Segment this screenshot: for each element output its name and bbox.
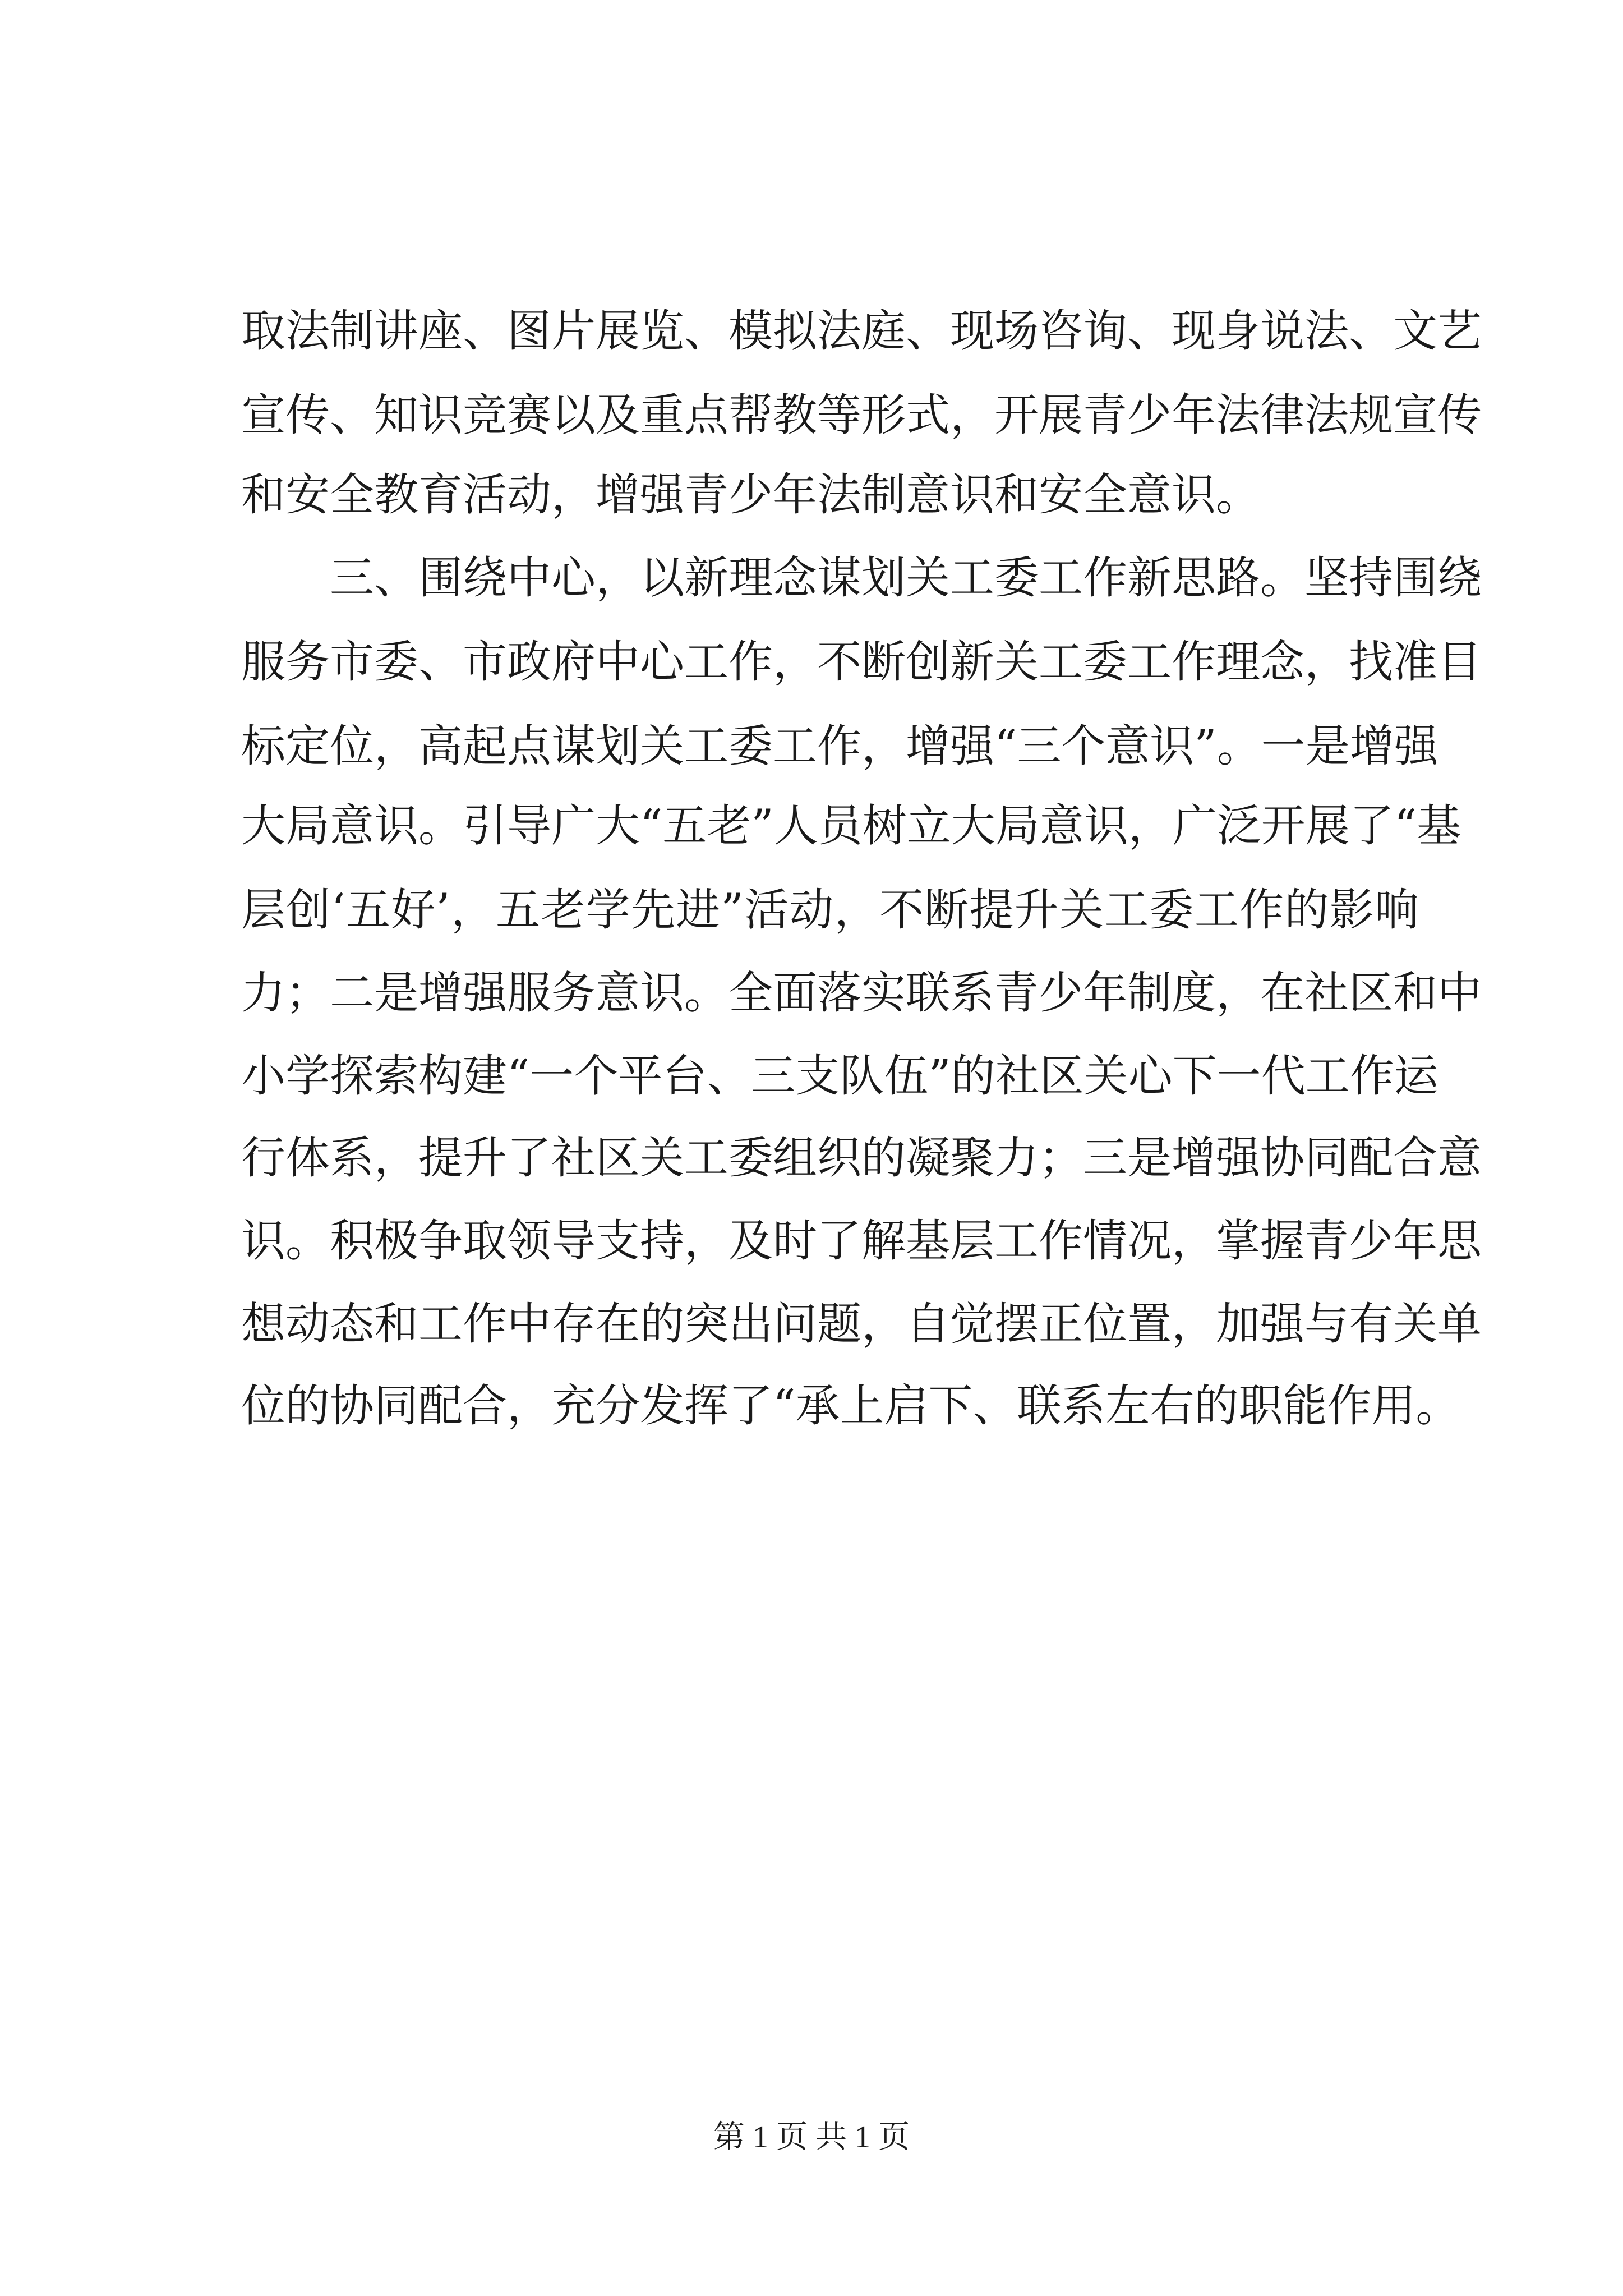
text-line: 层创‘五好’，五老学先进”活动，不断提升关工委工作的影响 xyxy=(241,884,1419,936)
text-line: 力；二是增强服务意识。全面落实联系青少年制度，在社区和中 xyxy=(241,967,1482,1019)
text-line: 服务市委、市政府中心工作，不断创新关工委工作理念，找准目 xyxy=(241,636,1482,688)
text-line: 大局意识。引导广大“五老”人员树立大局意识，广泛开展了“基 xyxy=(241,800,1461,852)
text-line: 想动态和工作中存在的突出问题，自觉摆正位置，加强与有关单 xyxy=(241,1298,1482,1350)
text-line: 位的协同配合，充分发挥了“承上启下、联系左右的职能作用。 xyxy=(241,1380,1460,1432)
text-line: 标定位，高起点谋划关工委工作，增强“三个意识”。一是增强 xyxy=(241,720,1438,772)
text-line: 行体系，提升了社区关工委组织的凝聚力；三是增强协同配合意 xyxy=(241,1132,1482,1184)
text-line: 宣传、知识竞赛以及重点帮教等形式，开展青少年法律法规宣传 xyxy=(241,389,1482,441)
text-line: 取法制讲座、图片展览、模拟法庭、现场咨询、现身说法、文艺 xyxy=(241,305,1482,357)
text-line: 小学探索构建“一个平台、三支队伍”的社区关心下一代工作运 xyxy=(241,1050,1438,1102)
text-line: 和安全教育活动，增强青少年法制意识和安全意识。 xyxy=(241,469,1260,521)
paragraph-heading-line: 三、围绕中心，以新理念谋划关工委工作新思路。坚持围绕 xyxy=(330,552,1482,604)
text-line: 识。积极争取领导支持，及时了解基层工作情况，掌握青少年思 xyxy=(241,1215,1482,1267)
page-number-footer: 第 1 页 共 1 页 xyxy=(713,2120,910,2155)
